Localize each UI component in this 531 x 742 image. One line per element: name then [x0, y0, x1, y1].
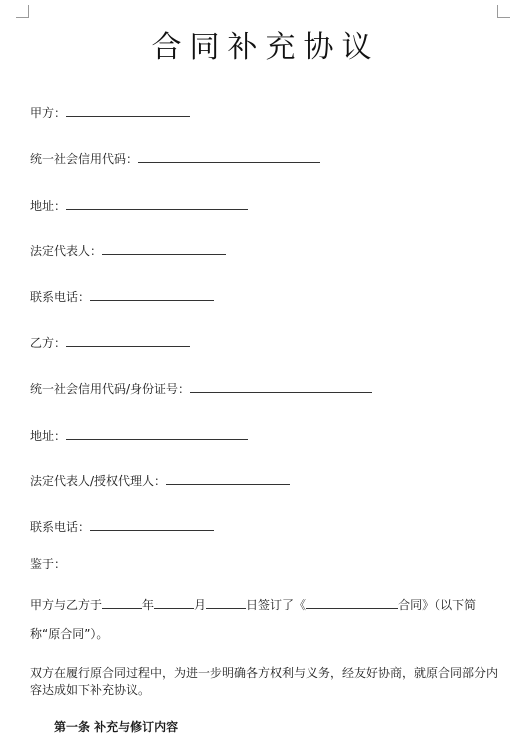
party-a-phone-blank[interactable] — [90, 288, 214, 301]
whereas-heading: 鉴于： — [30, 557, 67, 571]
party-b-credit-code-label: 统一社会信用代码/身份证号： — [30, 382, 191, 396]
party-a-address-line — [30, 197, 248, 214]
crop-mark-right — [497, 5, 510, 18]
party-a-credit-code-blank[interactable] — [138, 150, 320, 163]
party-b-legal-rep-line — [30, 472, 290, 489]
party-a-address-blank[interactable] — [66, 197, 248, 210]
party-b-phone-line — [30, 518, 214, 535]
party-b-address-blank[interactable] — [66, 427, 248, 440]
party-b-legal-rep-label: 法定代表人/授权代理人： — [30, 474, 167, 488]
year-label: 年 — [142, 598, 155, 612]
party-a-legal-rep-blank[interactable] — [102, 242, 226, 255]
year-blank[interactable] — [102, 596, 142, 609]
party-a-legal-rep-label: 法定代表人： — [30, 244, 103, 258]
party-a-phone-line — [30, 288, 214, 305]
party-b-address-label: 地址： — [30, 429, 67, 443]
party-a-blank[interactable] — [66, 104, 190, 117]
clause-1-line-2: 称“原合同”）。 — [30, 627, 109, 641]
party-a-credit-code-line — [30, 150, 320, 167]
party-a-address-label: 地址： — [30, 199, 67, 213]
month-label: 月 — [194, 598, 207, 612]
party-a-credit-code-label: 统一社会信用代码： — [30, 152, 139, 166]
clause-2-paragraph: 双方在履行原合同过程中，为进一步明确各方权利与义务，经友好协商，就原合同部分内容达成如下补充协议。 — [30, 666, 499, 697]
party-a-legal-rep-line — [30, 242, 226, 259]
party-a-phone-label: 联系电话： — [30, 290, 91, 304]
party-b-blank[interactable] — [66, 334, 190, 347]
party-b-line — [30, 334, 190, 351]
party-a-line — [30, 104, 190, 121]
day-blank[interactable] — [206, 596, 246, 609]
contract-suffix-label: 合同》（以下简 — [398, 598, 477, 612]
party-b-phone-blank[interactable] — [90, 518, 214, 531]
party-b-phone-label: 联系电话： — [30, 520, 91, 534]
party-a-label: 甲方： — [30, 106, 67, 120]
party-b-legal-rep-blank[interactable] — [166, 472, 290, 485]
day-signed-label: 日签订了《 — [246, 598, 307, 612]
party-b-address-line — [30, 427, 248, 444]
clause-1-line-1 — [30, 596, 476, 613]
clause-1-prefix: 甲方与乙方于 — [30, 598, 103, 612]
party-b-credit-code-blank[interactable] — [190, 380, 372, 393]
document-title: 合同补充协议 — [151, 30, 380, 65]
month-blank[interactable] — [154, 596, 194, 609]
crop-mark-left — [16, 5, 29, 18]
section-1-heading: 第一条 补充与修订内容 — [54, 720, 179, 734]
party-b-label: 乙方： — [30, 336, 67, 350]
contract-name-blank[interactable] — [306, 596, 398, 609]
party-b-credit-code-line — [30, 380, 372, 397]
